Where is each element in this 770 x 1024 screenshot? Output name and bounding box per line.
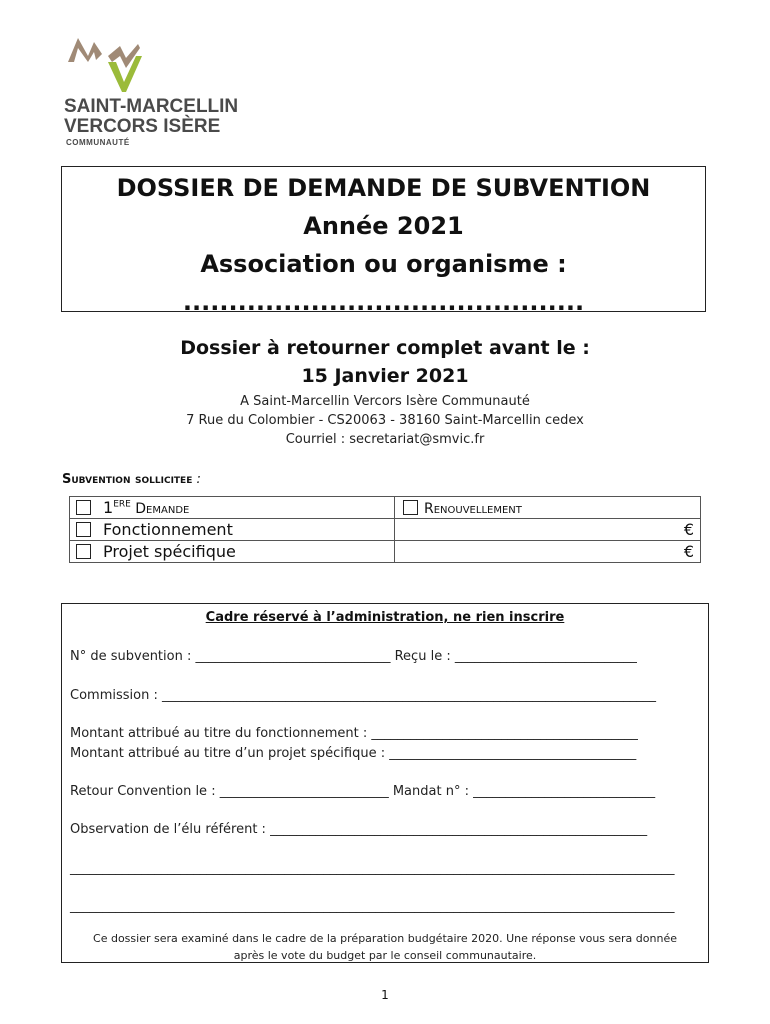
operation-amount-field[interactable] (395, 519, 701, 541)
title-box (61, 166, 706, 316)
first-request-cell (70, 497, 395, 519)
blank-line-2: _____________________________________________________________________________________________ (70, 899, 675, 914)
first-request-sup: ERE (113, 499, 131, 510)
admin-box (61, 603, 709, 963)
subvention-heading (62, 472, 201, 487)
subvention-heading-colon: : (192, 472, 201, 487)
table-row (70, 497, 701, 519)
subvention-heading-text: Subvention sollicitee (62, 472, 193, 487)
logo-line-3: COMMUNAUTÉ (66, 138, 130, 147)
operation-cell (70, 519, 395, 541)
address-line-1: A Saint-Marcellin Vercors Isère Communauté (240, 394, 530, 409)
renewal-label: Renouvellement (424, 501, 522, 517)
subvention-number-line: N° de subvention : ______________________________ Reçu le : ____________________________ (70, 649, 637, 664)
project-cell (70, 541, 395, 563)
project-checkbox[interactable] (76, 544, 91, 559)
convention-line: Retour Convention le : __________________________ Mandat n° : ____________________________ (70, 784, 656, 799)
title-line-2: Année 2021 (303, 212, 464, 240)
observation-line: Observation de l’élu référent : __________________________________________________________ (70, 822, 648, 837)
admin-header: Cadre réservé à l’administration, ne rien inscrire (205, 610, 565, 625)
admin-footer (62, 930, 708, 964)
operation-currency: € (683, 520, 694, 539)
page-number: 1 (381, 988, 389, 1002)
subvention-table (69, 496, 701, 563)
logo (64, 32, 254, 152)
admin-footer-line-1: Ce dossier sera examiné dans le cadre de la préparation budgétaire 2020. Une réponse vous sera donnée (93, 932, 677, 945)
first-request-label: Demande (130, 501, 190, 517)
renewal-cell (395, 497, 701, 519)
first-request-num: 1 (103, 498, 114, 517)
commission-line: Commission : ____________________________________________________________________________ (70, 688, 656, 703)
project-currency: € (683, 542, 694, 561)
email-line: Courriel : secretariat@smvic.fr (285, 432, 485, 447)
title-line-4: ............................................ (182, 288, 585, 316)
project-label: Projet spécifique (103, 542, 236, 561)
address-line-2: 7 Rue du Colombier - CS20063 - 38160 Saint-Marcellin cedex (186, 413, 584, 428)
admin-footer-line-2: après le vote du budget par le conseil communautaire. (233, 949, 537, 962)
first-request-checkbox[interactable] (76, 500, 91, 515)
table-row (70, 541, 701, 563)
operation-checkbox[interactable] (76, 522, 91, 537)
logo-line-1: SAINT-MARCELLIN (64, 96, 239, 117)
title-line-3: Association ou organisme : (200, 250, 567, 278)
return-deadline-label: Dossier à retourner complet avant le : (180, 337, 590, 359)
project-amount-field[interactable] (395, 541, 701, 563)
blank-line-1: _____________________________________________________________________________________________ (70, 861, 675, 876)
operation-amount-line: Montant attribué au titre du fonctionnement : _________________________________________ (70, 726, 638, 741)
project-amount-line: Montant attribué au titre d’un projet spécifique : ______________________________________ (70, 746, 637, 761)
logo-line-2: VERCORS ISÈRE (64, 116, 221, 137)
table-row (70, 519, 701, 541)
title-line-1: DOSSIER DE DEMANDE DE SUBVENTION (116, 174, 651, 202)
return-deadline-date: 15 Janvier 2021 (301, 365, 469, 387)
operation-label: Fonctionnement (103, 520, 233, 539)
renewal-checkbox[interactable] (403, 500, 418, 515)
mountain-logo-icon (66, 32, 146, 94)
